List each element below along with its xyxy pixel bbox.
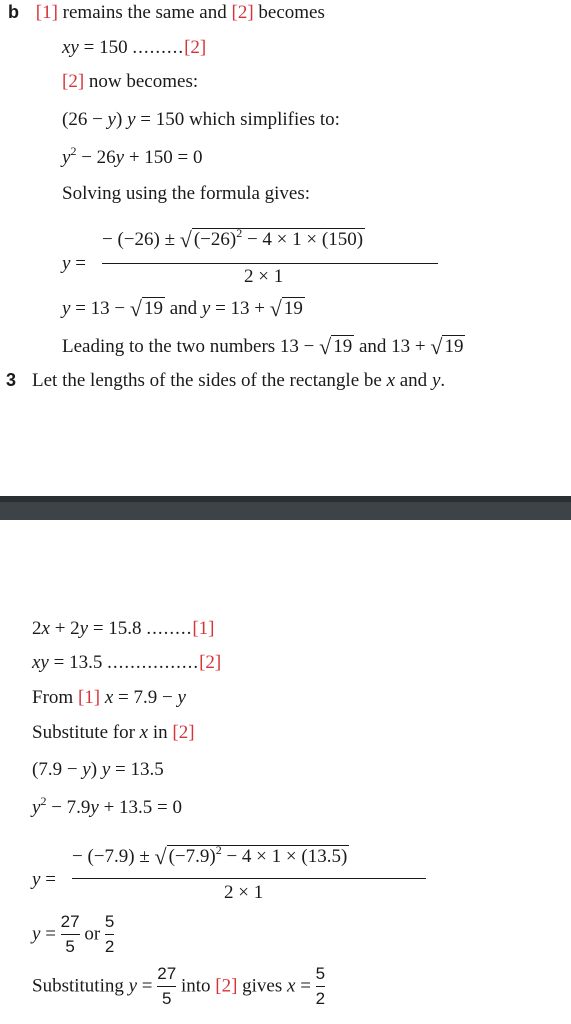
sol-formula-numerator: − (−7.9) ± √ $(-7.9)^2 - 4 \times 1 \times (13.5)$ bbox=[72, 843, 348, 869]
sol-formula-denominator: 2 × 1 bbox=[224, 882, 264, 903]
leading-line: Leading to the two numbers 13 − √ 19 and 13 + √ 19 bbox=[62, 334, 464, 359]
sol-from-line: From [1] x = 7.9 − y bbox=[32, 687, 186, 708]
fraction-bar bbox=[102, 263, 438, 264]
sol-final-line: Substituting y = $\frac{27}{5}$ into [2] gives x = $\frac{5}{2}$ bbox=[32, 964, 326, 1009]
formula-lhs: y = bbox=[62, 253, 86, 274]
question-3: 3 Let the lengths of the sides of the rectangle be x and y. bbox=[6, 370, 446, 391]
roots-line: y = 13 − √ 19 and y = 13 + √ 19 bbox=[62, 296, 303, 321]
page-divider-edge bbox=[0, 496, 571, 502]
formula-denominator: 2 × 1 bbox=[244, 266, 284, 287]
ref-1: [1] bbox=[35, 2, 58, 23]
formula-numerator: − (−26) ± √ $(-26)^2 - 4 \times 1 \times (150)$ bbox=[102, 226, 364, 252]
now-becomes: [2] now becomes: bbox=[62, 71, 199, 92]
substitution-line: (26 − y) y = 150 which simplifies to: bbox=[62, 109, 340, 130]
sol-fraction-bar bbox=[72, 878, 426, 879]
quadratic: $y^2 - 26y + 150 = 0$ bbox=[62, 144, 203, 168]
part-label: b bbox=[8, 2, 19, 22]
equation-2: xy = 150 .........[2] bbox=[62, 37, 207, 58]
sol-roots: y = $\frac{27}{5}$ or $\frac{5}{2}$ bbox=[32, 912, 115, 957]
sol-formula-lhs: y = bbox=[32, 869, 56, 890]
solving-text: Solving using the formula gives: bbox=[62, 183, 311, 204]
sol-product-line: (7.9 − y) y = 13.5 bbox=[32, 759, 164, 780]
sol-equation-1: 2x + 2y = 15.8 ........[1] bbox=[32, 618, 215, 639]
part-b-line: b [1] remains the same and [2] becomes bbox=[8, 2, 325, 23]
sol-quadratic: $y^2 - 7.9y + 13.5 = 0$ bbox=[32, 794, 183, 818]
sqrt-icon: √ $(-26)^2 - 4 \times 1 \times (150)$ bbox=[179, 226, 364, 252]
ref-2: [2] bbox=[231, 2, 254, 23]
sol-substitute-line: Substitute for x in [2] bbox=[32, 722, 195, 743]
sol-equation-2: xy = 13.5 ................[2] bbox=[32, 652, 222, 673]
sqrt-icon: √ $(-7.9)^2 - 4 \times 1 \times (13.5)$ bbox=[154, 843, 348, 869]
question-number: 3 bbox=[6, 370, 17, 390]
